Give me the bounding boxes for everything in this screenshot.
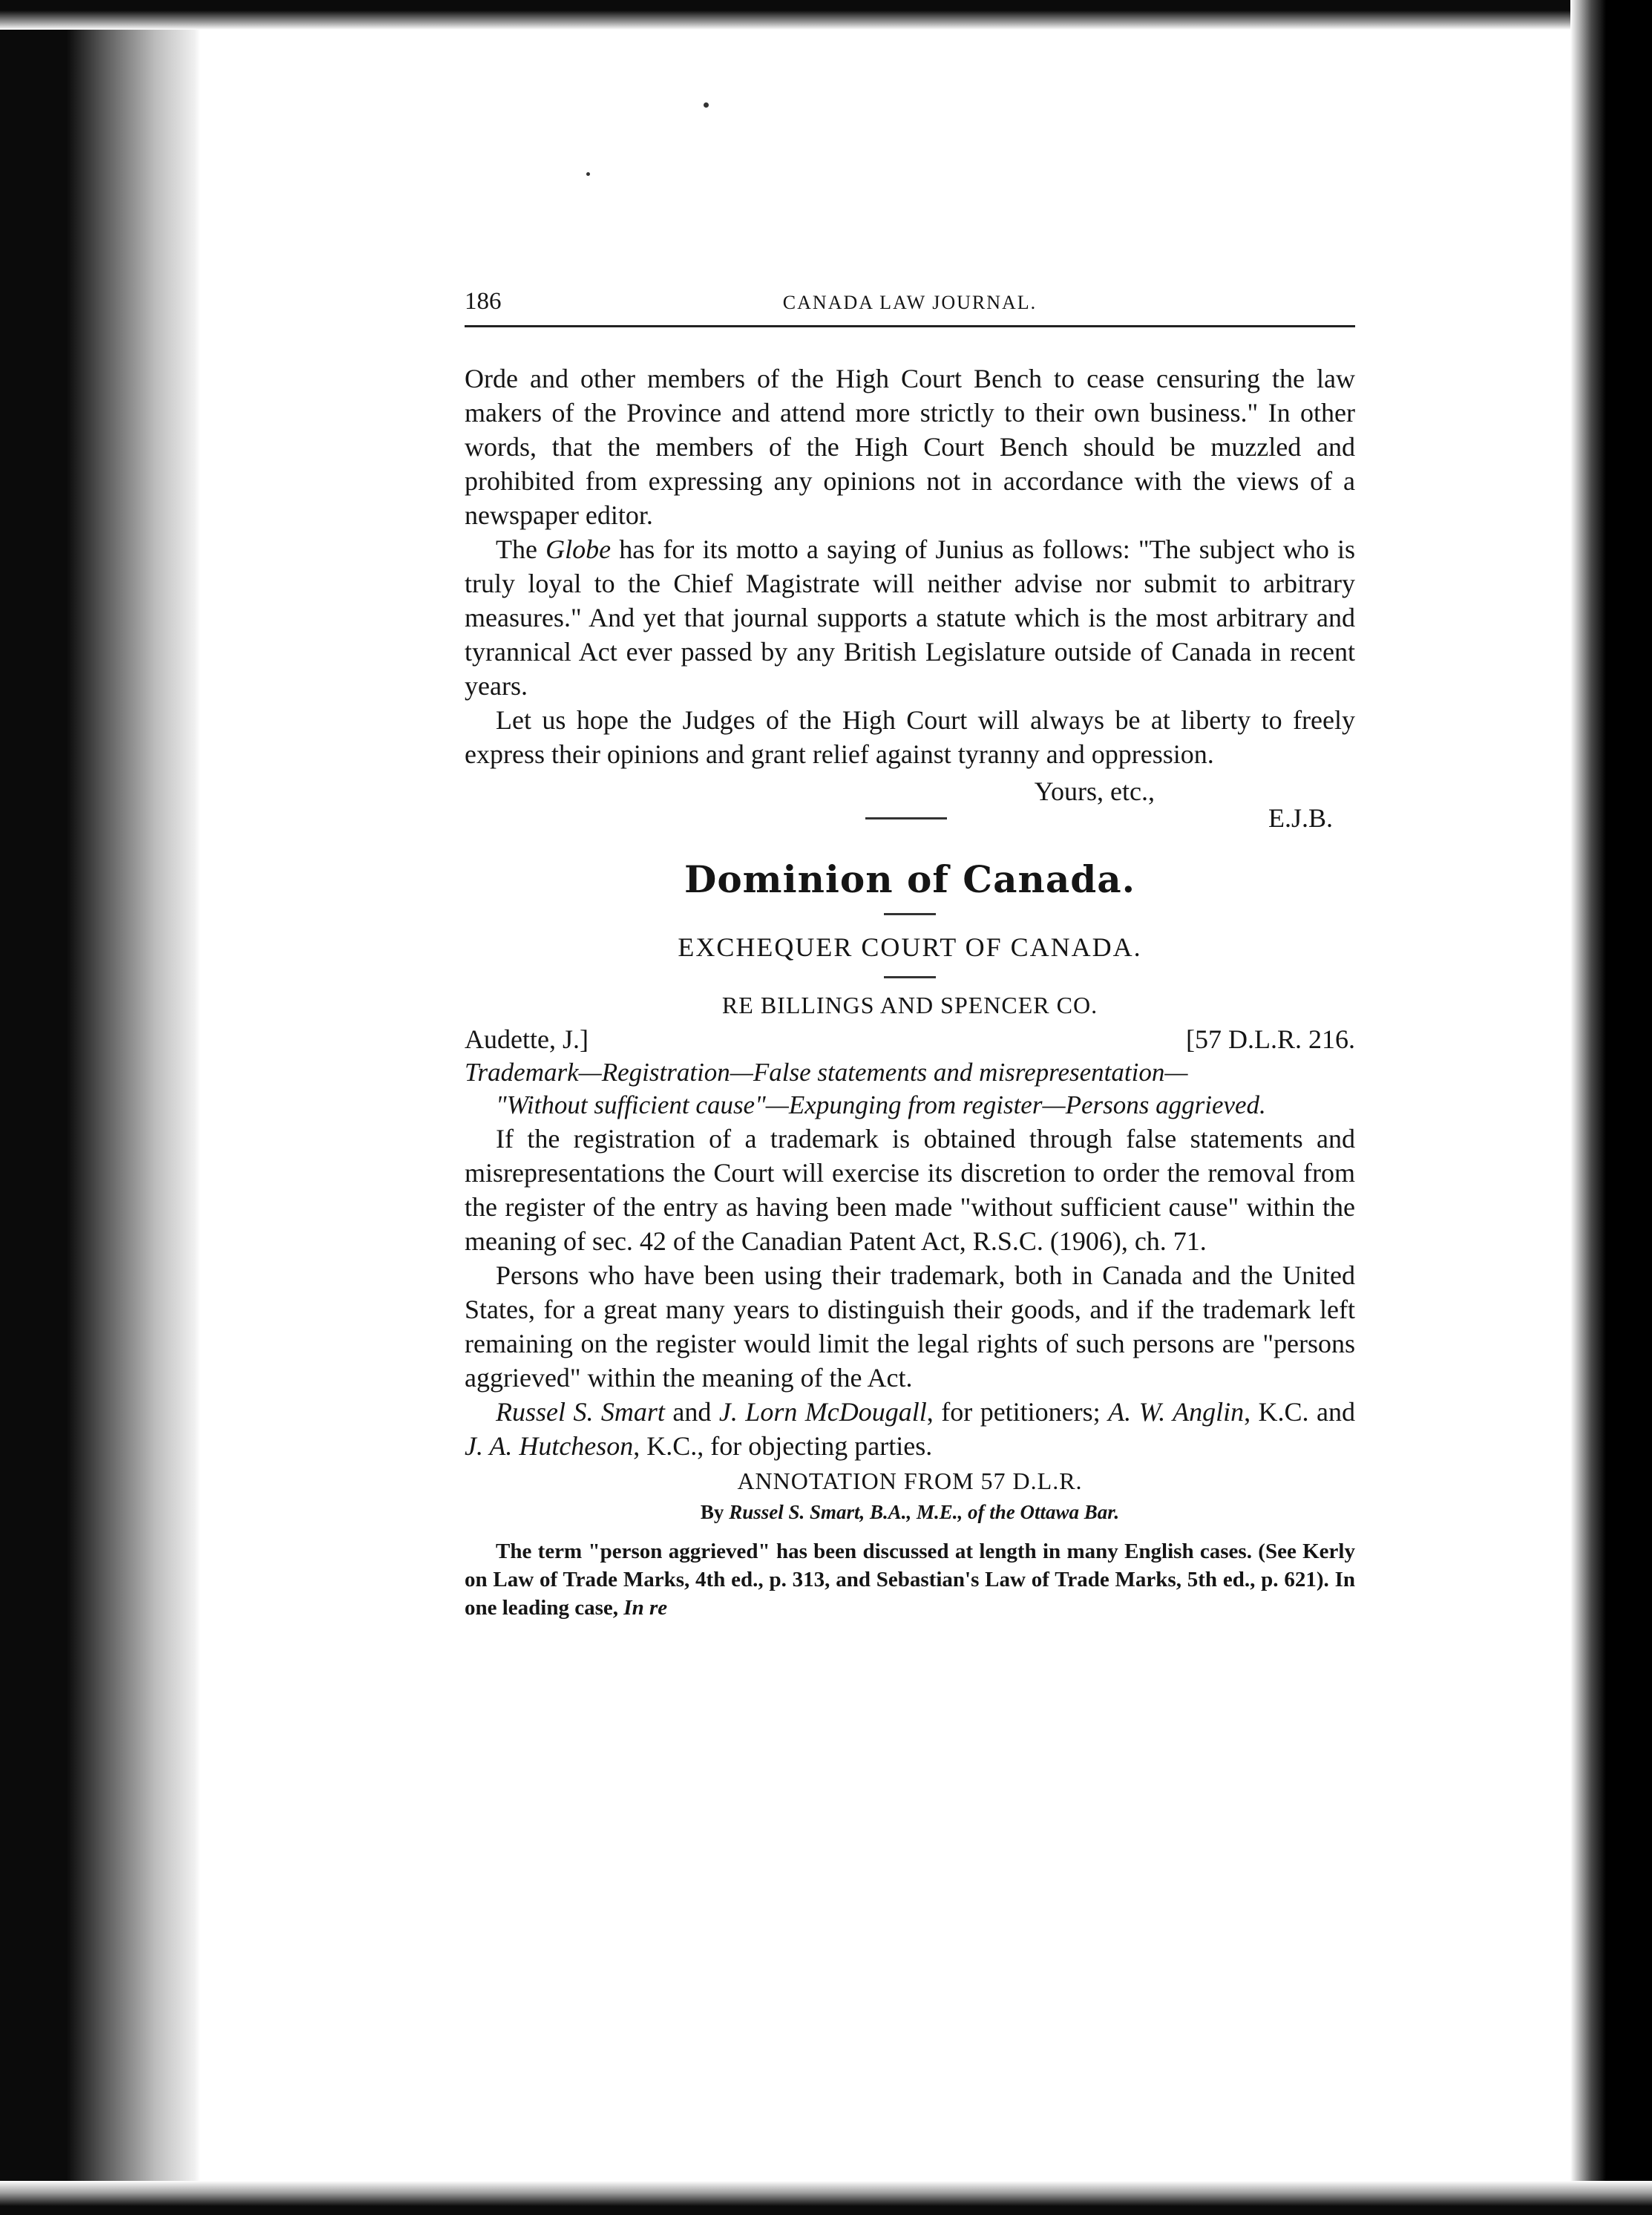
holding-2: Persons who have been using their trademark, both in Canada and the United States, for a great many years to distinguish their goods, and if the trademark left remaining on the register would limit the legal rights of such persons are "persons aggrieved" within the meaning of the Act. (465, 1260, 1355, 1393)
counsel-name: J. A. Hutcheson (465, 1431, 634, 1461)
annotation-title: ANNOTATION FROM 57 D.L.R. (737, 1468, 1083, 1494)
section-heading: Dominion of Canada. (684, 857, 1136, 901)
letter-paragraph-3: Let us hope the Judges of the High Court will always be at liberty to freely express their opinions and grant relief against tyranny and oppression. (465, 705, 1355, 769)
court-rule (884, 976, 936, 978)
text-run: By (700, 1501, 730, 1523)
header-rule (465, 325, 1355, 327)
counsel-name: A. W. Anglin (1108, 1397, 1245, 1427)
running-title: CANADA LAW JOURNAL. (782, 292, 1038, 313)
counsel-name: J. Lorn McDougall (718, 1397, 927, 1427)
syllabus (465, 1056, 1355, 1122)
annotation-byline (465, 1501, 1355, 1524)
scan-right-edge (1570, 0, 1652, 2215)
text-run: , K.C. and (1244, 1397, 1355, 1427)
text-run: The (496, 534, 546, 564)
scan-speck (704, 102, 709, 108)
judge: Audette, J.] (465, 1024, 589, 1054)
letter-closing: Yours, etc., (1034, 776, 1155, 806)
annotation-text (465, 1537, 1355, 1622)
judge-citation-row (465, 1022, 1355, 1056)
heading-rule (884, 913, 936, 915)
author-name: Russel S. Smart, B.A., M.E., of the Ottawa Bar. (729, 1501, 1120, 1523)
text-run: In re (623, 1596, 668, 1620)
counsel-name: Russel S. Smart (496, 1397, 665, 1427)
page-header (465, 288, 1355, 321)
letter-paragraph-1: Orde and other members of the High Court Bench to cease censuring the law makers of the Province and attend more strictly to their own business." In other words, that the members of the High Court Bench should be muzzled and prohibited from expressing any opinions not in accordance with the views of a newspaper editor. (465, 364, 1355, 530)
scan-bottom-edge (0, 2181, 1652, 2215)
text-run: has for its motto a saying of Junius as follows: "The subject who is truly loyal to the Chief Magistrate will neither advise nor submit to arbitrary measures." And yet that journal supports a statute which is the most arbitrary and tyrannical Act ever passed by any British Legislature outside of Canada in recent years. (465, 534, 1355, 701)
letter-body (465, 361, 1355, 835)
signature-row (465, 801, 1355, 835)
scan-speck (586, 172, 590, 176)
newspaper-name: Globe (545, 534, 612, 564)
citation: [57 D.L.R. 216. (1186, 1024, 1355, 1054)
scan-top-edge (0, 0, 1652, 30)
section-separator (865, 817, 947, 819)
case-title: RE BILLINGS AND SPENCER CO. (721, 992, 1098, 1018)
syllabus-line-2: "Without sufficient cause"—Expunging from register—Persons aggrieved. (496, 1090, 1266, 1119)
counsel-paragraph (465, 1395, 1355, 1463)
scan-left-edge (0, 0, 200, 2215)
text-run: The term "person aggrieved" has been discussed at length in many English cases. (See Kerly on Law of Trade Marks, 4th ed., p. 313, and Sebastian's Law of Trade Marks, 5th ed., p. 621). In one leading case, (465, 1540, 1355, 1620)
text-run: , K.C., for objecting parties. (633, 1431, 933, 1461)
text-run: , for petitioners; (926, 1397, 1109, 1427)
letter-paragraph-2 (465, 532, 1355, 703)
letter-signature: E.J.B. (1268, 803, 1333, 833)
court-name: EXCHEQUER COURT OF CANADA. (678, 932, 1142, 962)
syllabus-line-1: Trademark—Registration—False statements and misrepresentation— (465, 1058, 1188, 1087)
text-run: and (664, 1397, 719, 1427)
document-page (465, 288, 1355, 1622)
holding-1: If the registration of a trademark is obtained through false statements and misrepresentations the Court will exercise its discretion to order the removal from the register of the entry as having been made "without sufficient cause" within the meaning of sec. 42 of the Canadian Patent Act, R.S.C. (1906), ch. 71. (465, 1124, 1355, 1256)
page-number: 186 (465, 288, 502, 315)
